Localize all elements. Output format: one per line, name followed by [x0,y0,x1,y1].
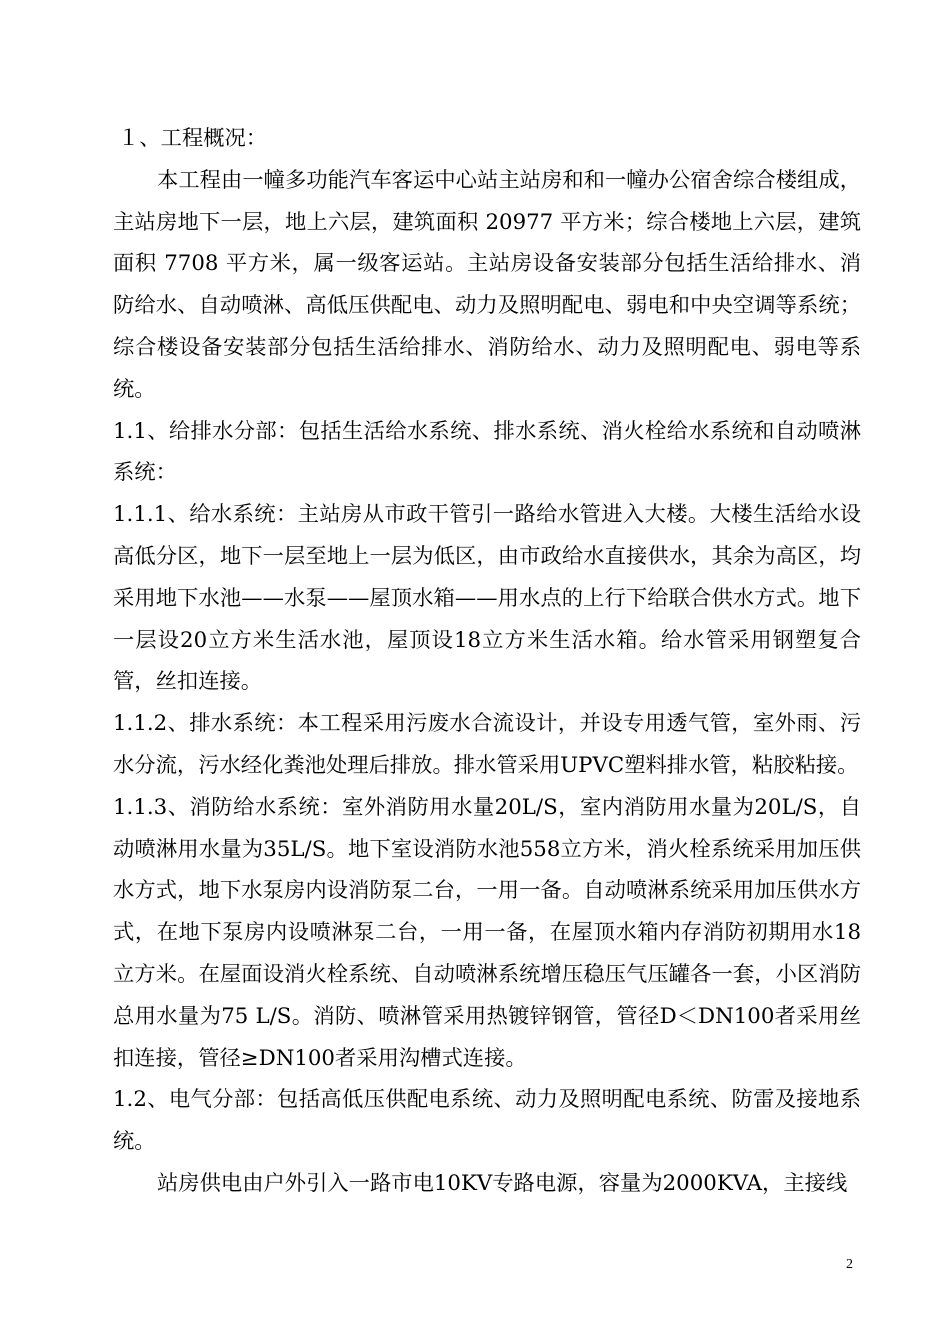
paragraph-fire-water-system: 1.1.3、消防给水系统：室外消防用水量20L/S，室内消防用水量为20L/S，自动喷淋用水量为35L/S。地下室设消防水池558立方米，消火栓系统采用加压供水方式，地下水泵房内设消防泵二台，一用一备。自动喷淋系统采用加压供水方式，在地下泵房内设喷淋泵二台，一用一备，在屋顶水箱内存消防初期用水18立方米。在屋面设消火栓系统、自动喷淋系统增压稳压气压罐各一套，小区消防总用水量为75 L/S。消防、喷淋管采用热镀锌钢管，管径D＜DN100者采用丝扣连接，管径≥DN100者采用沟槽式连接。 [113,794,861,1071]
paragraph-drainage-system: 1.1.2、排水系统：本工程采用污废水合流设计，并设专用透气管，室外雨、污水分流，污水经化粪池处理后排放。排水管采用UPVC塑料排水管，粘胶粘接。 [113,711,861,778]
paragraph-power-supply: 站房供电由户外引入一路市电10KV专路电源，容量为2000KVA，主接线 [157,1170,848,1196]
paragraph-electrical: 1.2、电气分部：包括高低压供配电系统、动力及照明配电系统、防雷及接地系统。 [113,1087,861,1155]
page-number: 2 [846,1257,853,1272]
paragraph-water-supply-drainage: 1.1、给排水分部：包括生活给水系统、排水系统、消火栓给水系统和自动喷淋系统： [113,418,861,486]
paragraph-water-supply-system: 1.1.1、给水系统：主站房从市政干管引一路给水管进入大楼。大楼生活给水设高低分区，地下一层至地上一层为低区，由市政给水直接供水，其余为高区，均采用地下水池——水泵——屋顶水箱——用水点的上行下给联合供水方式。地下一层设20立方米生活水池，屋顶设18立方米生活水箱。给水管采用钢塑复合管，丝扣连接。 [113,502,861,695]
section-heading-engineering-overview: １、工程概况： [118,126,268,151]
document-body [113,118,861,1205]
paragraph-project-intro: 本工程由一幢多功能汽车客运中心站主站房和和一幢办公宿舍综合楼组成，主站房地下一层，地上六层，建筑面积 20977 平方米；综合楼地上六层，建筑面积 7708 平方米，属一级客运站。主站房设备安装部分包括生活给排水、消防给水、自动喷淋、高低压供配电、动力及照明配电、弱电和中央空调等系统；综合楼设备安装部分包括生活给排水、消防给水、动力及照明配电、弱电等系统。 [113,167,861,402]
